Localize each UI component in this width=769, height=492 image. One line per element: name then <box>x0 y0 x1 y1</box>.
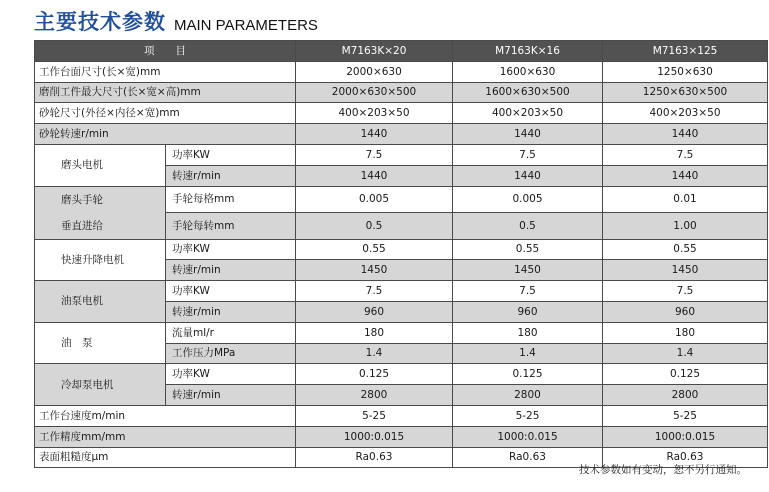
value-cell: 1450 <box>453 260 603 281</box>
value-cell: 5-25 <box>296 405 453 426</box>
row-label: 砂轮转速r/min <box>35 124 296 145</box>
table-row <box>35 82 768 103</box>
table-row <box>35 186 768 213</box>
group-label-text: 油泵电机 <box>61 295 103 308</box>
table-row <box>35 364 768 385</box>
footnote: 技术参数如有变动，恕不另行通知。 <box>579 464 747 476</box>
value-cell: 400×203×50 <box>296 103 453 124</box>
value-cell: 180 <box>603 322 768 343</box>
group-label-text: 垂直进给 <box>61 219 103 232</box>
title-chinese: 主要技术参数 <box>34 10 166 34</box>
value-cell: 1.4 <box>603 343 768 364</box>
title-english: MAIN PARAMETERS <box>174 17 318 34</box>
value-cell: 7.5 <box>603 144 768 165</box>
value-cell: 0.125 <box>603 364 768 385</box>
sub-label: 手轮每格mm <box>166 186 296 213</box>
value-cell: 0.55 <box>296 239 453 260</box>
group-label <box>35 281 166 323</box>
sub-label: 功率KW <box>166 281 296 302</box>
row-label: 工作精度mm/mm <box>35 426 296 447</box>
table-row <box>35 124 768 145</box>
group-label <box>35 186 166 239</box>
group-label-text: 冷却泵电机 <box>61 378 114 391</box>
table-row <box>35 426 768 447</box>
value-cell: 0.125 <box>296 364 453 385</box>
group-label-text: 油 泵 <box>61 337 93 350</box>
value-cell: 960 <box>603 301 768 322</box>
value-cell: 1000:0.015 <box>453 426 603 447</box>
value-cell: 2800 <box>603 385 768 406</box>
value-cell: 1450 <box>296 260 453 281</box>
value-cell: 960 <box>296 301 453 322</box>
value-cell: 0.5 <box>296 213 453 240</box>
value-cell: Ra0.63 <box>453 447 603 468</box>
value-cell: Ra0.63 <box>296 447 453 468</box>
value-cell: 1.4 <box>296 343 453 364</box>
value-cell: 1.00 <box>603 213 768 240</box>
value-cell: 0.005 <box>296 186 453 213</box>
value-cell: 1000:0.015 <box>296 426 453 447</box>
value-cell: 960 <box>453 301 603 322</box>
table-row <box>35 144 768 165</box>
parameters-table <box>34 40 768 468</box>
sub-label: 功率KW <box>166 364 296 385</box>
row-label: 表面粗糙度μm <box>35 447 296 468</box>
value-cell: 1600×630×500 <box>453 82 603 103</box>
sub-label: 转速r/min <box>166 301 296 322</box>
value-cell: 1000:0.015 <box>603 426 768 447</box>
sub-label: 转速r/min <box>166 165 296 186</box>
value-cell: 0.55 <box>603 239 768 260</box>
sub-label: 功率KW <box>166 144 296 165</box>
column-header-model: M7163×125 <box>603 41 768 62</box>
value-cell: 0.01 <box>603 186 768 213</box>
group-label-text: 快速升降电机 <box>61 253 124 266</box>
value-cell: 1440 <box>603 165 768 186</box>
column-header-item: 项 目 <box>35 41 296 62</box>
value-cell: 5-25 <box>603 405 768 426</box>
group-label <box>35 322 166 364</box>
sub-label: 转速r/min <box>166 385 296 406</box>
value-cell: 400×203×50 <box>453 103 603 124</box>
value-cell: 2000×630×500 <box>296 82 453 103</box>
value-cell: 2800 <box>296 385 453 406</box>
value-cell: 1450 <box>603 260 768 281</box>
table-row <box>35 103 768 124</box>
group-label <box>35 239 166 281</box>
table-row <box>35 405 768 426</box>
table-header-row <box>35 41 768 62</box>
value-cell: 0.125 <box>453 364 603 385</box>
value-cell: 1440 <box>603 124 768 145</box>
row-label: 工作台面尺寸(长×宽)mm <box>35 61 296 82</box>
value-cell: 1250×630 <box>603 61 768 82</box>
value-cell: 400×203×50 <box>603 103 768 124</box>
value-cell: 1600×630 <box>453 61 603 82</box>
value-cell: 0.55 <box>453 239 603 260</box>
row-label: 工作台速度m/min <box>35 405 296 426</box>
column-header-model: M7163K×20 <box>296 41 453 62</box>
row-label: 磨削工件最大尺寸(长×宽×高)mm <box>35 82 296 103</box>
value-cell: 1.4 <box>453 343 603 364</box>
value-cell: 2000×630 <box>296 61 453 82</box>
value-cell: 1440 <box>453 165 603 186</box>
value-cell: 1440 <box>453 124 603 145</box>
sub-label: 转速r/min <box>166 260 296 281</box>
group-label-text: 磨头电机 <box>61 159 103 172</box>
table-row <box>35 322 768 343</box>
value-cell: 7.5 <box>453 144 603 165</box>
page-title <box>34 4 318 36</box>
sub-label: 工作压力MPa <box>166 343 296 364</box>
sub-label: 功率KW <box>166 239 296 260</box>
table-row <box>35 281 768 302</box>
value-cell: 180 <box>453 322 603 343</box>
value-cell: 7.5 <box>603 281 768 302</box>
value-cell: 5-25 <box>453 405 603 426</box>
group-label <box>35 364 166 406</box>
sub-label: 手轮每转mm <box>166 213 296 240</box>
value-cell: 2800 <box>453 385 603 406</box>
column-header-model: M7163K×16 <box>453 41 603 62</box>
table-row <box>35 61 768 82</box>
value-cell: 1440 <box>296 165 453 186</box>
value-cell: 7.5 <box>296 144 453 165</box>
value-cell: 1250×630×500 <box>603 82 768 103</box>
value-cell: 1440 <box>296 124 453 145</box>
group-label <box>35 144 166 186</box>
sub-label: 流量ml/r <box>166 322 296 343</box>
value-cell: 7.5 <box>296 281 453 302</box>
value-cell: 7.5 <box>453 281 603 302</box>
value-cell: 0.005 <box>453 186 603 213</box>
value-cell: Ra0.63 <box>603 447 768 468</box>
group-label-text: 磨头手轮 <box>61 193 103 206</box>
row-label: 砂轮尺寸(外径×内径×宽)mm <box>35 103 296 124</box>
table-row <box>35 239 768 260</box>
value-cell: 0.5 <box>453 213 603 240</box>
value-cell: 180 <box>296 322 453 343</box>
